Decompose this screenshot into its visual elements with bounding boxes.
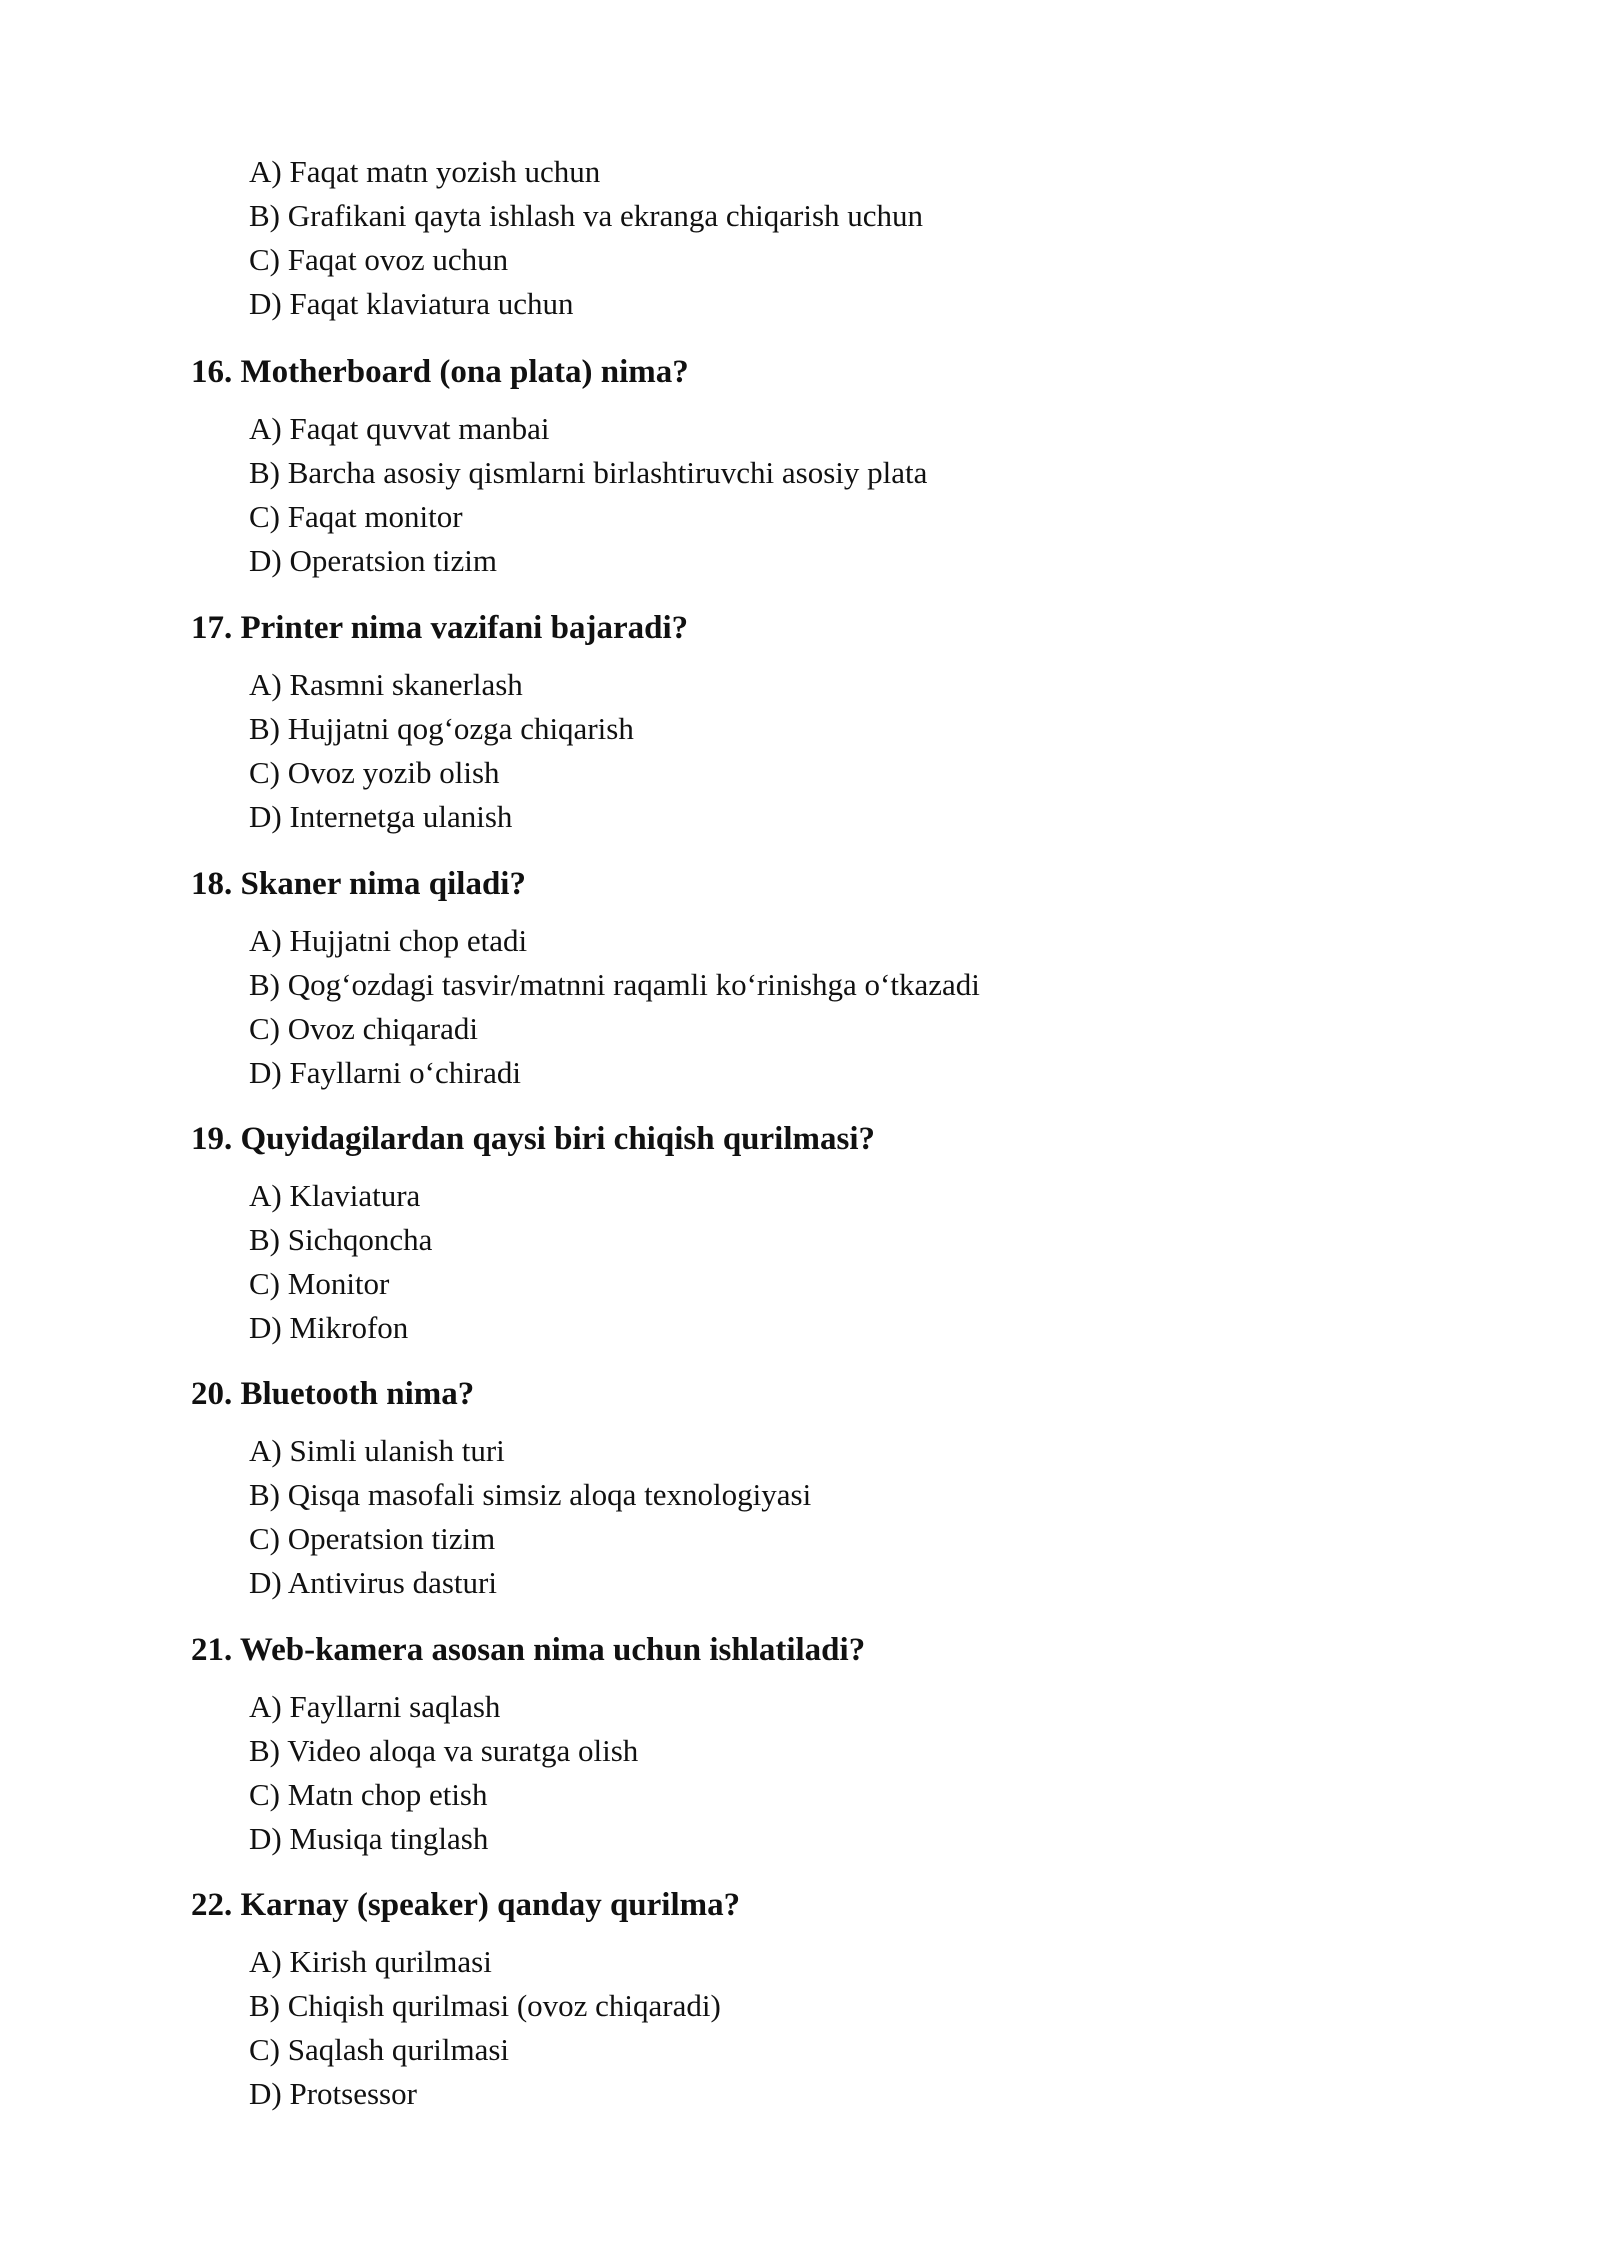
option-c: C) Ovoz chiqaradi [249,1011,478,1046]
option-c: C) Faqat ovoz uchun [249,242,509,277]
question-title: 18. Skaner nima qiladi? [191,866,526,902]
option-b: B) Chiqish qurilmasi (ovoz chiqaradi) [249,1988,721,2023]
option-c: C) Faqat monitor [249,499,463,534]
option-list [191,919,1491,1095]
option-list [191,1685,1491,1861]
option-b: B) Video aloqa va suratga olish [249,1733,639,1768]
question-title: 22. Karnay (speaker) qanday qurilma? [191,1887,741,1923]
question-19 [191,1119,1491,1350]
question-title: 21. Web-kamera asosan nima uchun ishlatiladi? [191,1632,866,1668]
question-21 [191,1630,1491,1861]
option-list [191,663,1491,839]
option-d: D) Protsessor [249,2076,417,2111]
option-b: B) Qog‘ozdagi tasvir/matnni raqamli ko‘rinishga o‘tkazadi [249,967,980,1002]
option-b: B) Grafikani qayta ishlash va ekranga chiqarish uchun [249,198,924,233]
option-a: A) Hujjatni chop etadi [249,923,528,958]
question-20 [191,1374,1491,1605]
option-a: A) Rasmni skanerlash [249,667,523,702]
option-d: D) Fayllarni o‘chiradi [249,1055,522,1090]
option-b: B) Sichqoncha [249,1222,433,1257]
option-list [191,1174,1491,1350]
question-22 [191,1885,1491,2116]
option-a: A) Faqat matn yozish uchun [249,154,601,189]
option-a: A) Simli ulanish turi [249,1433,505,1468]
question-17 [191,608,1491,839]
option-d: D) Internetga ulanish [249,799,513,834]
option-d: D) Faqat klaviatura uchun [249,286,574,321]
option-d: D) Mikrofon [249,1310,409,1345]
option-list [191,1429,1491,1605]
option-a: A) Faqat quvvat manbai [249,411,550,446]
option-c: C) Operatsion tizim [249,1521,496,1556]
option-list [191,1940,1491,2116]
question-title: 19. Quyidagilardan qaysi biri chiqish qurilmasi? [191,1121,876,1157]
option-c: C) Matn chop etish [249,1777,488,1812]
question-title: 17. Printer nima vazifani bajaradi? [191,610,689,646]
question-15-options-continued [191,150,1491,326]
option-a: A) Fayllarni saqlash [249,1689,501,1724]
question-title: 20. Bluetooth nima? [191,1376,475,1412]
option-a: A) Kirish qurilmasi [249,1944,492,1979]
option-d: D) Musiqa tinglash [249,1821,489,1856]
option-a: A) Klaviatura [249,1178,421,1213]
question-title: 16. Motherboard (ona plata) nima? [191,354,689,390]
option-d: D) Antivirus dasturi [249,1565,497,1600]
option-c: C) Monitor [249,1266,390,1301]
question-18 [191,864,1491,1095]
option-d: D) Operatsion tizim [249,543,497,578]
option-b: B) Barcha asosiy qismlarni birlashtiruvchi asosiy plata [249,455,928,490]
option-b: B) Qisqa masofali simsiz aloqa texnologiyasi [249,1477,812,1512]
option-b: B) Hujjatni qog‘ozga chiqarish [249,711,634,746]
option-c: C) Saqlash qurilmasi [249,2032,510,2067]
option-list [191,150,1491,326]
option-c: C) Ovoz yozib olish [249,755,500,790]
option-list [191,407,1491,583]
question-16 [191,352,1491,583]
